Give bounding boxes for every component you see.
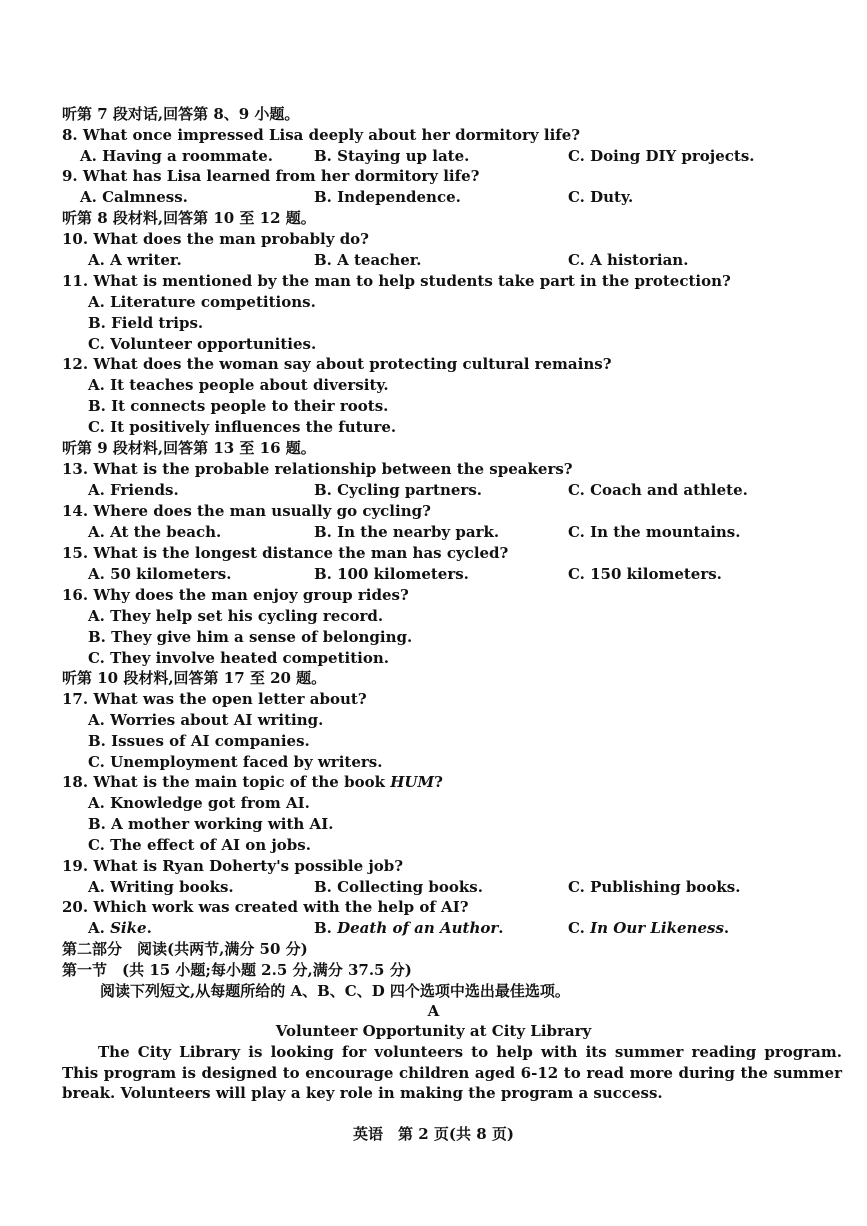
question-stem: 10. What does the man probably do? (62, 230, 369, 248)
question-stem: 16. Why does the man enjoy group rides? (62, 586, 409, 604)
question-stem: 19. What is Ryan Doherty's possible job? (62, 857, 404, 875)
option-b: B. A mother working with AI. (88, 815, 334, 833)
option-c: C. A historian. (568, 251, 689, 269)
section-heading: 听第 7 段对话,回答第 8、9 小题。 (62, 105, 300, 123)
option-a: A. A writer. (88, 251, 182, 269)
part-heading: 第二部分 阅读(共两节,满分 50 分) (62, 940, 308, 958)
option-a: A. Knowledge got from AI. (88, 794, 310, 812)
option-a: A. 50 kilometers. (88, 565, 232, 583)
option-b: B. Collecting books. (314, 878, 483, 896)
option-c: C. Duty. (568, 188, 634, 206)
option-b: B. Staying up late. (314, 147, 470, 165)
section-heading: 听第 10 段材料,回答第 17 至 20 题。 (62, 669, 327, 687)
option-letter: C. (568, 919, 591, 937)
work-title: In Our Likeness (590, 919, 724, 937)
passage-label: A (427, 1002, 440, 1020)
subsection-heading: 第一节 (共 15 小题;每小题 2.5 分,满分 37.5 分) (62, 961, 412, 979)
question-stem: 9. What has Lisa learned from her dormitory life? (62, 167, 480, 185)
option-letter: B. (314, 919, 338, 937)
option-b: B. Issues of AI companies. (88, 732, 310, 750)
book-title: HUM (390, 773, 435, 791)
option-a: A. Having a roommate. (80, 147, 274, 165)
option-b: B. In the nearby park. (314, 523, 500, 541)
question-stem: 8. What once impressed Lisa deeply about her dormitory life? (62, 126, 581, 144)
option-b: B. It connects people to their roots. (88, 397, 389, 415)
work-title: Death of an Author (337, 919, 499, 937)
question-stem (62, 772, 443, 792)
question-stem: 13. What is the probable relationship between the speakers? (62, 460, 573, 478)
option-b: B. Field trips. (88, 314, 204, 332)
option-c: C. Doing DIY projects. (568, 147, 755, 165)
passage-title: Volunteer Opportunity at City Library (275, 1022, 592, 1040)
option-a: A. Literature competitions. (88, 293, 316, 311)
question-stem: 14. Where does the man usually go cycling? (62, 502, 431, 520)
option-c: C. It positively influences the future. (88, 418, 397, 436)
work-title: Sike (110, 919, 147, 937)
option-b: B. 100 kilometers. (314, 565, 469, 583)
option-a (88, 918, 152, 938)
option-end: . (723, 919, 730, 937)
option-a: A. Friends. (88, 481, 179, 499)
option-c: C. Unemployment faced by writers. (88, 753, 383, 771)
option-b (314, 918, 504, 938)
option-a: A. It teaches people about diversity. (88, 376, 389, 394)
option-b: B. Cycling partners. (314, 481, 482, 499)
option-c: C. 150 kilometers. (568, 565, 722, 583)
section-heading: 听第 9 段材料,回答第 13 至 16 题。 (62, 439, 316, 457)
option-b: B. A teacher. (314, 251, 422, 269)
option-c: C. Publishing books. (568, 878, 741, 896)
option-c: C. Coach and athlete. (568, 481, 748, 499)
question-stem: 17. What was the open letter about? (62, 690, 367, 708)
option-c: C. They involve heated competition. (88, 649, 389, 667)
stem-text: 18. What is the main topic of the book (62, 773, 391, 791)
option-a: A. At the beach. (88, 523, 222, 541)
question-stem: 20. Which work was created with the help of AI? (62, 898, 469, 916)
option-a: A. They help set his cycling record. (88, 607, 384, 625)
passage-paragraph (62, 1042, 842, 1104)
question-stem: 11. What is mentioned by the man to help students take part in the protection? (62, 272, 731, 290)
stem-end: ? (434, 773, 443, 791)
option-end: . (498, 919, 504, 937)
option-end: . (146, 919, 152, 937)
section-heading: 听第 8 段材料,回答第 10 至 12 题。 (62, 209, 316, 227)
option-a: A. Calmness. (80, 188, 188, 206)
option-c (568, 918, 729, 938)
passage-text: The City Library is looking for volunteers to help with its summer reading program. This program is designed to encourage children aged 6-12 to read more during the summer break. Volunteers will play a key role in making the program a success. (62, 1043, 842, 1103)
option-a: A. Worries about AI writing. (88, 711, 324, 729)
option-a: A. Writing books. (88, 878, 234, 896)
option-c: C. In the mountains. (568, 523, 741, 541)
page-footer: 英语 第 2 页(共 8 页) (353, 1125, 514, 1143)
question-stem: 15. What is the longest distance the man has cycled? (62, 544, 509, 562)
option-c: C. Volunteer opportunities. (88, 335, 317, 353)
option-c: C. The effect of AI on jobs. (88, 836, 311, 854)
question-stem: 12. What does the woman say about protecting cultural remains? (62, 355, 612, 373)
option-b: B. Independence. (314, 188, 461, 206)
option-b: B. They give him a sense of belonging. (88, 628, 413, 646)
option-letter: A. (88, 919, 111, 937)
instruction: 阅读下列短文,从每题所给的 A、B、C、D 四个选项中选出最佳选项。 (100, 982, 570, 1000)
